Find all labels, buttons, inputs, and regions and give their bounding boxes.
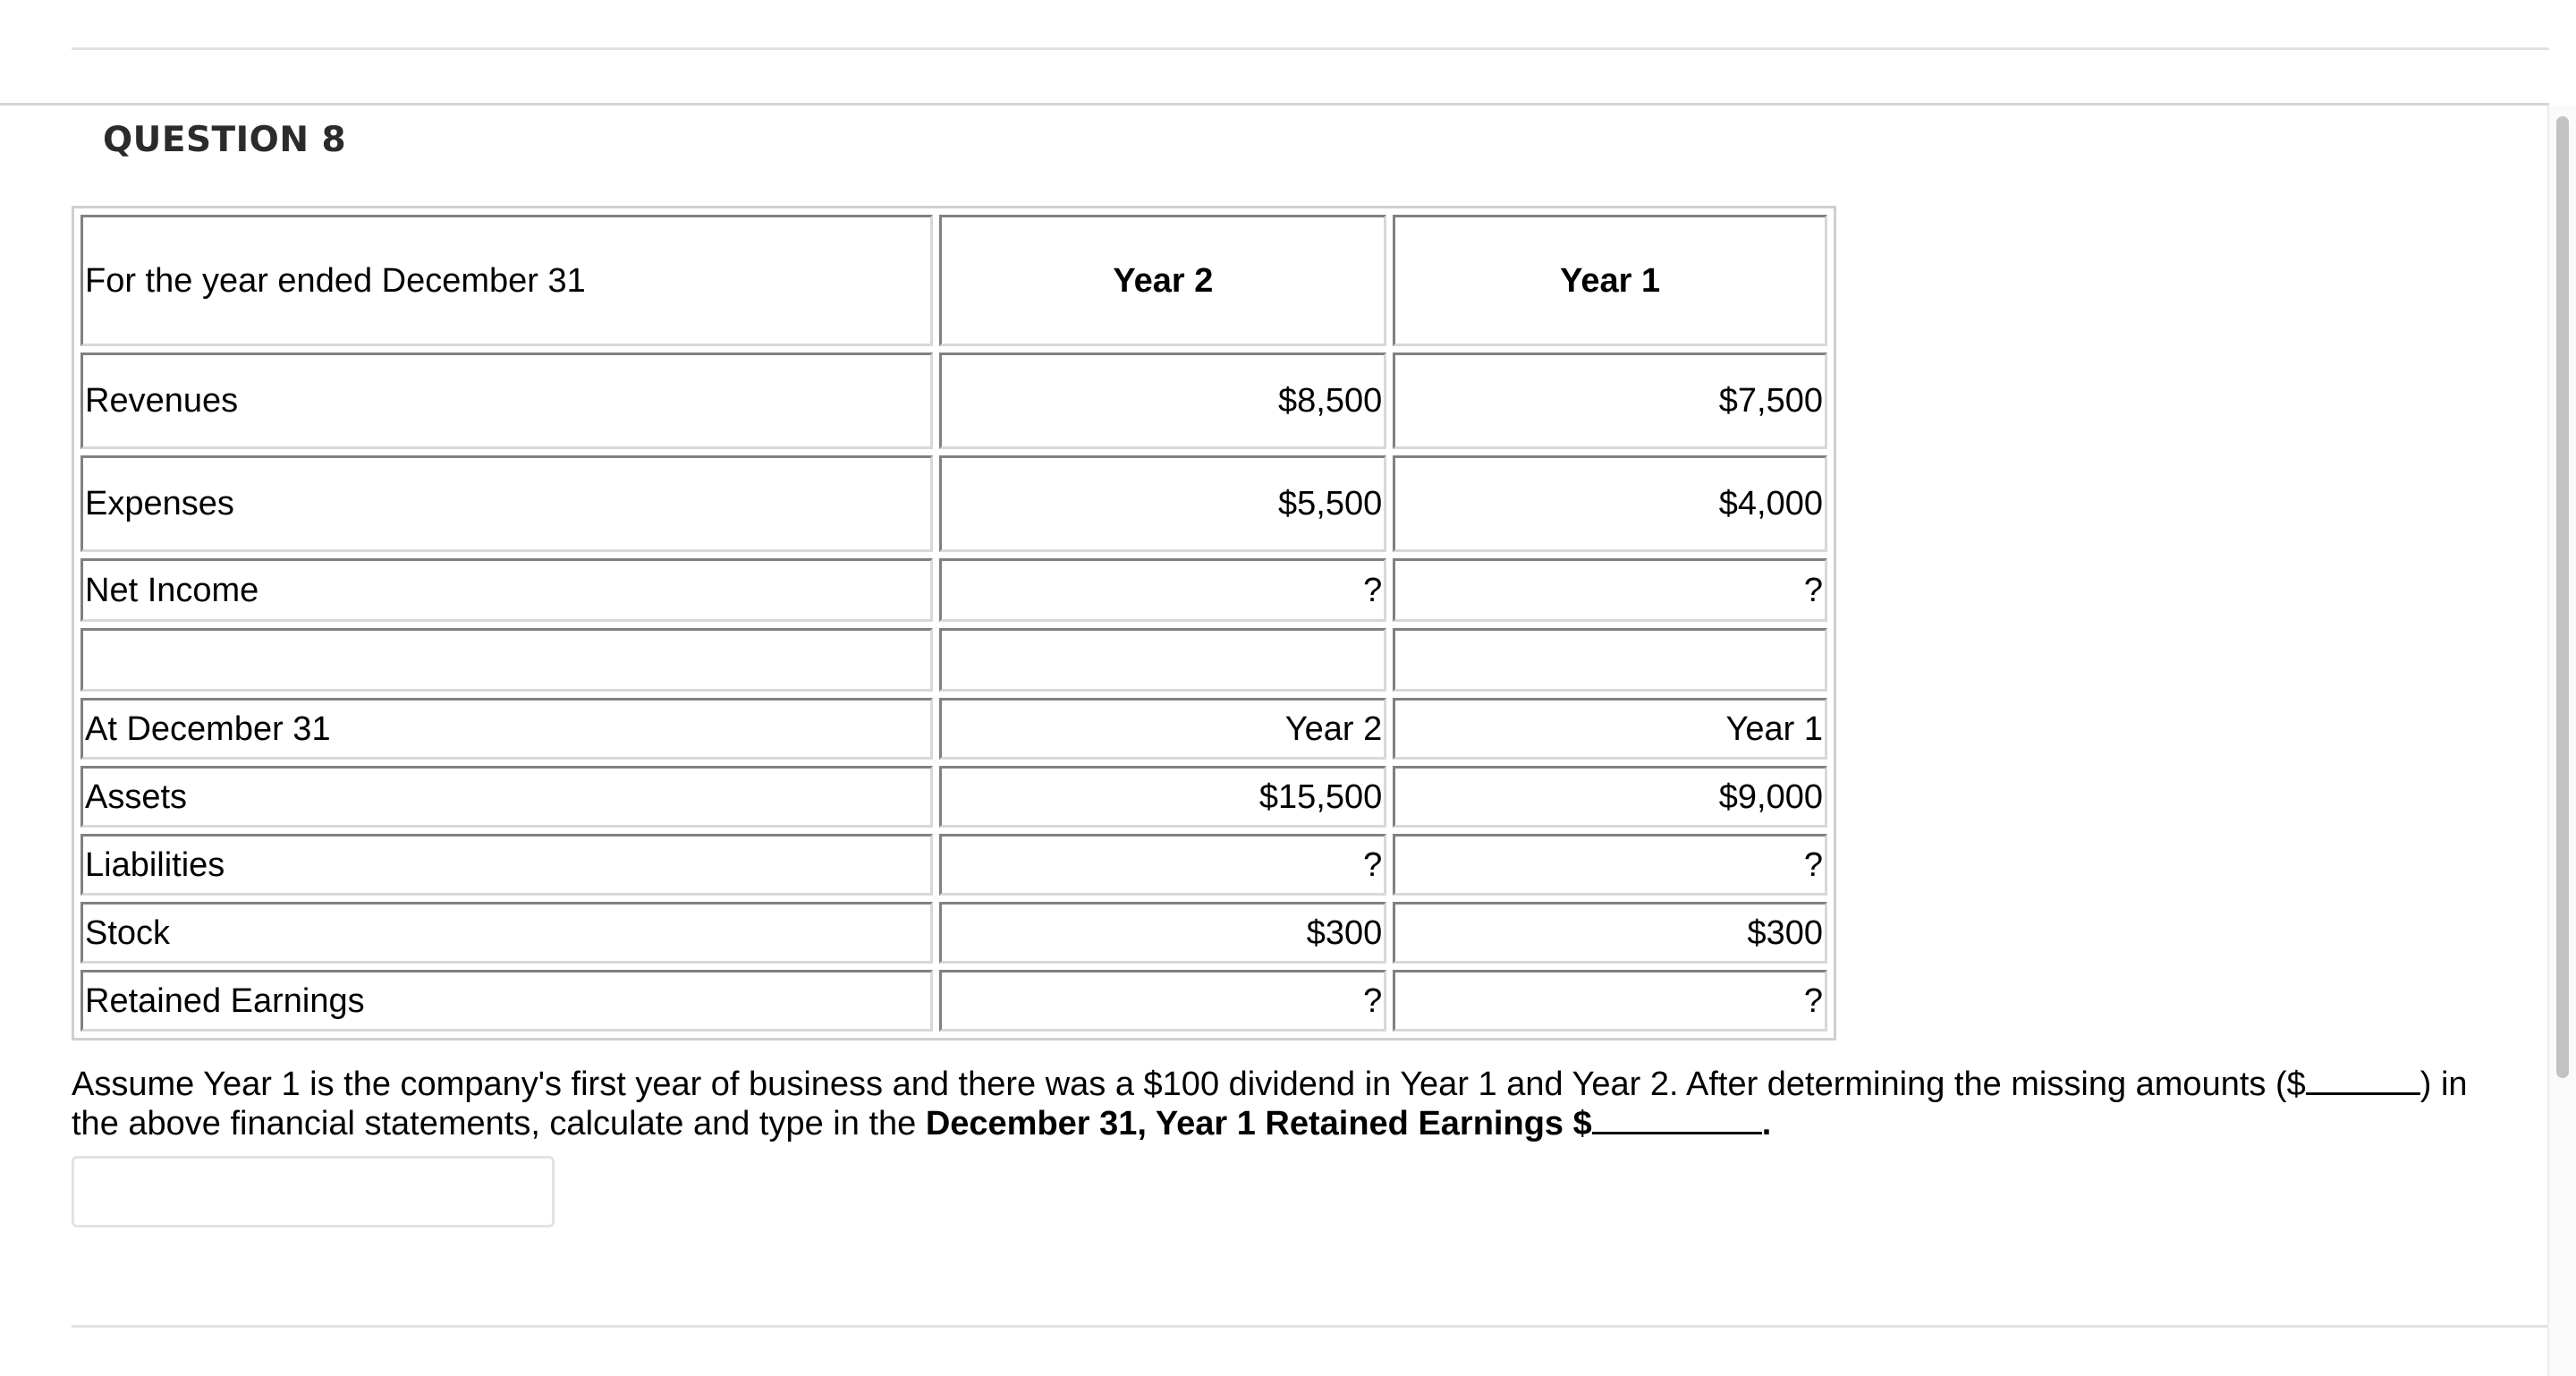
table-row-retained-earnings (80, 970, 1827, 1032)
instructions-bold-text: December 31, Year 1 Retained Earnings $ (925, 1105, 1592, 1142)
row-label: At December 31 (80, 698, 933, 760)
row-year2-value: $300 (939, 902, 1386, 964)
scrollbar-thumb[interactable] (2556, 116, 2569, 1078)
top-divider (72, 47, 2549, 50)
header-year1-cell: Year 1 (1393, 215, 1827, 346)
row-label: Liabilities (80, 834, 933, 896)
row-year1-value: $9,000 (1393, 766, 1827, 828)
row-year2-value: ? (939, 970, 1386, 1032)
answer-input[interactable] (72, 1156, 555, 1227)
row-label: Retained Earnings (80, 970, 933, 1032)
table-row-expenses (80, 455, 1827, 552)
row-year2-value: ? (939, 558, 1386, 622)
instructions-text-part1: Assume Year 1 is the company's first year of business and there was a $100 dividend in Year 1 and Year 2. After determining the missing amounts ($ (72, 1066, 2306, 1103)
instructions-end: . (1761, 1105, 1772, 1142)
table-row-revenues (80, 352, 1827, 449)
row-year1-value: ? (1393, 970, 1827, 1032)
table-header-row (80, 215, 1827, 346)
table-row-assets (80, 766, 1827, 828)
row-year2-value: $15,500 (939, 766, 1386, 828)
table-row-liabilities (80, 834, 1827, 896)
row-label: Net Income (80, 558, 933, 622)
table-row-balance-header (80, 698, 1827, 760)
row-year1-value: ? (1393, 834, 1827, 896)
row-label: Assets (80, 766, 933, 828)
question-title: QUESTION 8 (103, 120, 347, 160)
table-row-net-income (80, 558, 1827, 622)
empty-cell (939, 628, 1386, 692)
empty-cell (1393, 628, 1827, 692)
instructions-text-part2: ) in the above financial statements, calculate and type in the (72, 1066, 2468, 1142)
row-year1-value: $4,000 (1393, 455, 1827, 552)
missing-amount-blank (2306, 1066, 2420, 1095)
answer-blank (1592, 1105, 1762, 1134)
question-instructions (72, 1065, 2487, 1143)
bottom-divider (72, 1325, 2549, 1328)
row-year1-value: $300 (1393, 902, 1827, 964)
row-year1-value: Year 1 (1393, 698, 1827, 760)
table-row-empty (80, 628, 1827, 692)
row-label: Revenues (80, 352, 933, 449)
row-year2-value: Year 2 (939, 698, 1386, 760)
row-year2-value: $8,500 (939, 352, 1386, 449)
row-year2-value: $5,500 (939, 455, 1386, 552)
table-row-stock (80, 902, 1827, 964)
row-year1-value: ? (1393, 558, 1827, 622)
row-year2-value: ? (939, 834, 1386, 896)
financial-statement-table (72, 206, 1836, 1040)
header-year2-cell: Year 2 (939, 215, 1386, 346)
row-label: Expenses (80, 455, 933, 552)
row-label: Stock (80, 902, 933, 964)
row-year1-value: $7,500 (1393, 352, 1827, 449)
empty-cell (80, 628, 933, 692)
header-divider (0, 103, 2549, 106)
vertical-scrollbar[interactable] (2547, 106, 2576, 1376)
header-label-cell: For the year ended December 31 (80, 215, 933, 346)
